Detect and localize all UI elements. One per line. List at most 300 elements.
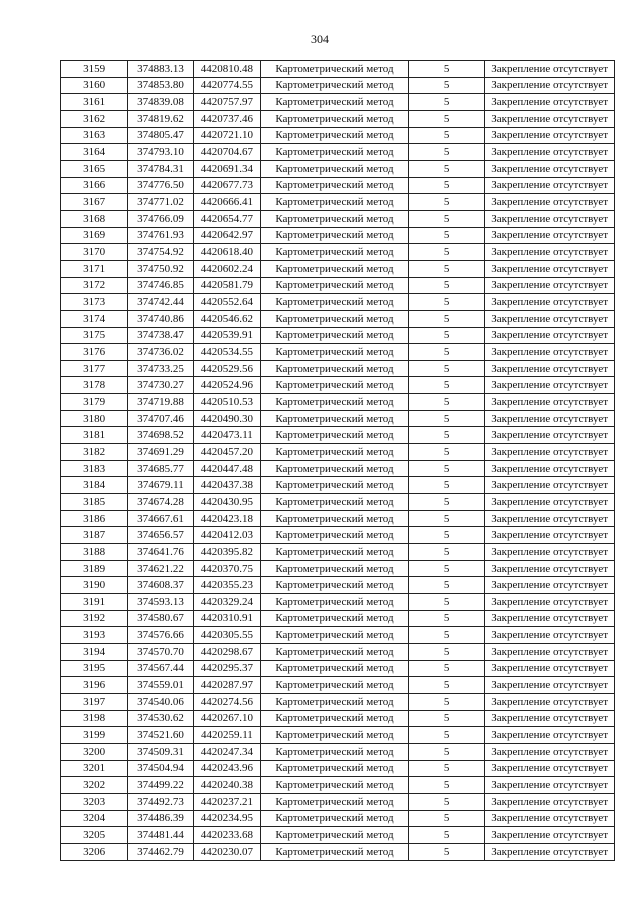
y-coordinate-cell: 4420534.55 (193, 344, 260, 361)
accuracy-cell: 5 (408, 160, 484, 177)
y-coordinate-cell: 4420642.97 (193, 227, 260, 244)
y-coordinate-cell: 4420243.96 (193, 760, 260, 777)
accuracy-cell: 5 (408, 660, 484, 677)
accuracy-cell: 5 (408, 444, 484, 461)
x-coordinate-cell: 374504.94 (128, 760, 193, 777)
y-coordinate-cell: 4420810.48 (193, 61, 260, 78)
accuracy-cell: 5 (408, 560, 484, 577)
method-cell: Картометрический метод (261, 743, 409, 760)
table-row (61, 127, 615, 144)
point-number-cell: 3163 (61, 127, 128, 144)
x-coordinate-cell: 374576.66 (128, 627, 193, 644)
x-coordinate-cell: 374746.85 (128, 277, 193, 294)
point-number-cell: 3159 (61, 61, 128, 78)
point-number-cell: 3200 (61, 743, 128, 760)
method-cell: Картометрический метод (261, 310, 409, 327)
x-coordinate-cell: 374656.57 (128, 527, 193, 544)
table-row (61, 527, 615, 544)
accuracy-cell: 5 (408, 427, 484, 444)
x-coordinate-cell: 374805.47 (128, 127, 193, 144)
y-coordinate-cell: 4420737.46 (193, 110, 260, 127)
y-coordinate-cell: 4420457.20 (193, 444, 260, 461)
point-number-cell: 3173 (61, 294, 128, 311)
table-row (61, 277, 615, 294)
method-cell: Картометрический метод (261, 260, 409, 277)
x-coordinate-cell: 374883.13 (128, 61, 193, 78)
y-coordinate-cell: 4420437.38 (193, 477, 260, 494)
method-cell: Картометрический метод (261, 710, 409, 727)
x-coordinate-cell: 374499.22 (128, 777, 193, 794)
point-number-cell: 3201 (61, 760, 128, 777)
y-coordinate-cell: 4420677.73 (193, 177, 260, 194)
method-cell: Картометрический метод (261, 144, 409, 161)
table-row (61, 577, 615, 594)
table-row (61, 843, 615, 860)
y-coordinate-cell: 4420259.11 (193, 727, 260, 744)
y-coordinate-cell: 4420704.67 (193, 144, 260, 161)
point-number-cell: 3194 (61, 643, 128, 660)
point-number-cell: 3177 (61, 360, 128, 377)
table-row (61, 677, 615, 694)
method-cell: Картометрический метод (261, 777, 409, 794)
point-number-cell: 3206 (61, 843, 128, 860)
point-number-cell: 3160 (61, 77, 128, 94)
fixing-description-cell: Закрепление отсутствует (485, 310, 615, 327)
fixing-description-cell: Закрепление отсутствует (485, 793, 615, 810)
x-coordinate-cell: 374481.44 (128, 827, 193, 844)
x-coordinate-cell: 374462.79 (128, 843, 193, 860)
method-cell: Картометрический метод (261, 277, 409, 294)
method-cell: Картометрический метод (261, 693, 409, 710)
fixing-description-cell: Закрепление отсутствует (485, 643, 615, 660)
method-cell: Картометрический метод (261, 327, 409, 344)
accuracy-cell: 5 (408, 793, 484, 810)
x-coordinate-cell: 374674.28 (128, 494, 193, 511)
accuracy-cell: 5 (408, 327, 484, 344)
y-coordinate-cell: 4420447.48 (193, 460, 260, 477)
point-number-cell: 3172 (61, 277, 128, 294)
point-number-cell: 3195 (61, 660, 128, 677)
x-coordinate-cell: 374698.52 (128, 427, 193, 444)
table-row (61, 727, 615, 744)
method-cell: Картометрический метод (261, 427, 409, 444)
fixing-description-cell: Закрепление отсутствует (485, 777, 615, 794)
table-row (61, 294, 615, 311)
y-coordinate-cell: 4420237.21 (193, 793, 260, 810)
table-row (61, 194, 615, 211)
x-coordinate-cell: 374540.06 (128, 693, 193, 710)
x-coordinate-cell: 374793.10 (128, 144, 193, 161)
method-cell: Картометрический метод (261, 244, 409, 261)
fixing-description-cell: Закрепление отсутствует (485, 544, 615, 561)
y-coordinate-cell: 4420234.95 (193, 810, 260, 827)
table-row (61, 244, 615, 261)
x-coordinate-cell: 374593.13 (128, 594, 193, 611)
method-cell: Картометрический метод (261, 194, 409, 211)
fixing-description-cell: Закрепление отсутствует (485, 610, 615, 627)
point-number-cell: 3189 (61, 560, 128, 577)
method-cell: Картометрический метод (261, 827, 409, 844)
accuracy-cell: 5 (408, 127, 484, 144)
method-cell: Картометрический метод (261, 177, 409, 194)
fixing-description-cell: Закрепление отсутствует (485, 627, 615, 644)
method-cell: Картометрический метод (261, 793, 409, 810)
accuracy-cell: 5 (408, 210, 484, 227)
accuracy-cell: 5 (408, 360, 484, 377)
accuracy-cell: 5 (408, 477, 484, 494)
accuracy-cell: 5 (408, 77, 484, 94)
point-number-cell: 3164 (61, 144, 128, 161)
fixing-description-cell: Закрепление отсутствует (485, 294, 615, 311)
x-coordinate-cell: 374738.47 (128, 327, 193, 344)
fixing-description-cell: Закрепление отсутствует (485, 427, 615, 444)
table-row (61, 743, 615, 760)
point-number-cell: 3187 (61, 527, 128, 544)
accuracy-cell: 5 (408, 244, 484, 261)
page-number: 304 (311, 32, 329, 46)
accuracy-cell: 5 (408, 494, 484, 511)
table-row (61, 777, 615, 794)
fixing-description-cell: Закрепление отсутствует (485, 344, 615, 361)
point-number-cell: 3188 (61, 544, 128, 561)
accuracy-cell: 5 (408, 310, 484, 327)
fixing-description-cell: Закрепление отсутствует (485, 560, 615, 577)
table-row (61, 394, 615, 411)
fixing-description-cell: Закрепление отсутствует (485, 677, 615, 694)
accuracy-cell: 5 (408, 643, 484, 660)
fixing-description-cell: Закрепление отсутствует (485, 843, 615, 860)
point-number-cell: 3178 (61, 377, 128, 394)
method-cell: Картометрический метод (261, 360, 409, 377)
fixing-description-cell: Закрепление отсутствует (485, 327, 615, 344)
accuracy-cell: 5 (408, 843, 484, 860)
x-coordinate-cell: 374740.86 (128, 310, 193, 327)
method-cell: Картометрический метод (261, 344, 409, 361)
y-coordinate-cell: 4420230.07 (193, 843, 260, 860)
method-cell: Картометрический метод (261, 160, 409, 177)
x-coordinate-cell: 374530.62 (128, 710, 193, 727)
fixing-description-cell: Закрепление отсутствует (485, 127, 615, 144)
fixing-description-cell: Закрепление отсутствует (485, 760, 615, 777)
point-number-cell: 3193 (61, 627, 128, 644)
accuracy-cell: 5 (408, 144, 484, 161)
fixing-description-cell: Закрепление отсутствует (485, 743, 615, 760)
point-number-cell: 3190 (61, 577, 128, 594)
point-number-cell: 3196 (61, 677, 128, 694)
method-cell: Картометрический метод (261, 210, 409, 227)
point-number-cell: 3199 (61, 727, 128, 744)
x-coordinate-cell: 374679.11 (128, 477, 193, 494)
x-coordinate-cell: 374509.31 (128, 743, 193, 760)
accuracy-cell: 5 (408, 610, 484, 627)
table-row (61, 660, 615, 677)
x-coordinate-cell: 374580.67 (128, 610, 193, 627)
table-row (61, 77, 615, 94)
y-coordinate-cell: 4420473.11 (193, 427, 260, 444)
point-number-cell: 3203 (61, 793, 128, 810)
point-number-cell: 3186 (61, 510, 128, 527)
table-row (61, 310, 615, 327)
accuracy-cell: 5 (408, 577, 484, 594)
accuracy-cell: 5 (408, 627, 484, 644)
accuracy-cell: 5 (408, 594, 484, 611)
method-cell: Картометрический метод (261, 127, 409, 144)
table-row (61, 760, 615, 777)
fixing-description-cell: Закрепление отсутствует (485, 810, 615, 827)
y-coordinate-cell: 4420581.79 (193, 277, 260, 294)
y-coordinate-cell: 4420721.10 (193, 127, 260, 144)
accuracy-cell: 5 (408, 510, 484, 527)
x-coordinate-cell: 374608.37 (128, 577, 193, 594)
fixing-description-cell: Закрепление отсутствует (485, 477, 615, 494)
fixing-description-cell: Закрепление отсутствует (485, 460, 615, 477)
accuracy-cell: 5 (408, 94, 484, 111)
method-cell: Картометрический метод (261, 527, 409, 544)
fixing-description-cell: Закрепление отсутствует (485, 510, 615, 527)
x-coordinate-cell: 374750.92 (128, 260, 193, 277)
table-row (61, 627, 615, 644)
table-row (61, 227, 615, 244)
fixing-description-cell: Закрепление отсутствует (485, 260, 615, 277)
x-coordinate-cell: 374486.39 (128, 810, 193, 827)
table-row (61, 160, 615, 177)
fixing-description-cell: Закрепление отсутствует (485, 61, 615, 78)
fixing-description-cell: Закрепление отсутствует (485, 244, 615, 261)
method-cell: Картометрический метод (261, 760, 409, 777)
method-cell: Картометрический метод (261, 610, 409, 627)
accuracy-cell: 5 (408, 777, 484, 794)
point-number-cell: 3170 (61, 244, 128, 261)
point-number-cell: 3202 (61, 777, 128, 794)
x-coordinate-cell: 374819.62 (128, 110, 193, 127)
accuracy-cell: 5 (408, 760, 484, 777)
x-coordinate-cell: 374771.02 (128, 194, 193, 211)
point-number-cell: 3161 (61, 94, 128, 111)
fixing-description-cell: Закрепление отсутствует (485, 527, 615, 544)
y-coordinate-cell: 4420774.55 (193, 77, 260, 94)
method-cell: Картометрический метод (261, 94, 409, 111)
y-coordinate-cell: 4420310.91 (193, 610, 260, 627)
fixing-description-cell: Закрепление отсутствует (485, 360, 615, 377)
x-coordinate-cell: 374766.09 (128, 210, 193, 227)
fixing-description-cell: Закрепление отсутствует (485, 594, 615, 611)
method-cell: Картометрический метод (261, 377, 409, 394)
method-cell: Картометрический метод (261, 677, 409, 694)
point-number-cell: 3175 (61, 327, 128, 344)
y-coordinate-cell: 4420287.97 (193, 677, 260, 694)
x-coordinate-cell: 374776.50 (128, 177, 193, 194)
point-number-cell: 3181 (61, 427, 128, 444)
fixing-description-cell: Закрепление отсутствует (485, 444, 615, 461)
table-row (61, 344, 615, 361)
x-coordinate-cell: 374492.73 (128, 793, 193, 810)
method-cell: Картометрический метод (261, 594, 409, 611)
x-coordinate-cell: 374784.31 (128, 160, 193, 177)
point-number-cell: 3165 (61, 160, 128, 177)
fixing-description-cell: Закрепление отсутствует (485, 710, 615, 727)
fixing-description-cell: Закрепление отсутствует (485, 160, 615, 177)
point-number-cell: 3204 (61, 810, 128, 827)
fixing-description-cell: Закрепление отсутствует (485, 693, 615, 710)
accuracy-cell: 5 (408, 194, 484, 211)
x-coordinate-cell: 374742.44 (128, 294, 193, 311)
y-coordinate-cell: 4420602.24 (193, 260, 260, 277)
x-coordinate-cell: 374736.02 (128, 344, 193, 361)
method-cell: Картометрический метод (261, 444, 409, 461)
table-row (61, 560, 615, 577)
accuracy-cell: 5 (408, 827, 484, 844)
accuracy-cell: 5 (408, 527, 484, 544)
y-coordinate-cell: 4420490.30 (193, 410, 260, 427)
point-number-cell: 3169 (61, 227, 128, 244)
table-row (61, 410, 615, 427)
method-cell: Картометрический метод (261, 227, 409, 244)
point-number-cell: 3162 (61, 110, 128, 127)
fixing-description-cell: Закрепление отсутствует (485, 227, 615, 244)
y-coordinate-cell: 4420305.55 (193, 627, 260, 644)
accuracy-cell: 5 (408, 810, 484, 827)
method-cell: Картометрический метод (261, 294, 409, 311)
coordinates-table-body (61, 61, 615, 861)
table-row (61, 793, 615, 810)
fixing-description-cell: Закрепление отсутствует (485, 210, 615, 227)
x-coordinate-cell: 374839.08 (128, 94, 193, 111)
y-coordinate-cell: 4420430.95 (193, 494, 260, 511)
point-number-cell: 3174 (61, 310, 128, 327)
x-coordinate-cell: 374733.25 (128, 360, 193, 377)
table-row (61, 210, 615, 227)
y-coordinate-cell: 4420510.53 (193, 394, 260, 411)
point-number-cell: 3182 (61, 444, 128, 461)
table-row (61, 327, 615, 344)
table-row (61, 544, 615, 561)
table-row (61, 110, 615, 127)
table-row (61, 460, 615, 477)
accuracy-cell: 5 (408, 377, 484, 394)
y-coordinate-cell: 4420654.77 (193, 210, 260, 227)
point-number-cell: 3197 (61, 693, 128, 710)
table-row (61, 94, 615, 111)
table-row (61, 427, 615, 444)
fixing-description-cell: Закрепление отсутствует (485, 110, 615, 127)
method-cell: Картометрический метод (261, 627, 409, 644)
fixing-description-cell: Закрепление отсутствует (485, 77, 615, 94)
fixing-description-cell: Закрепление отсутствует (485, 177, 615, 194)
y-coordinate-cell: 4420539.91 (193, 327, 260, 344)
table-row (61, 260, 615, 277)
y-coordinate-cell: 4420618.40 (193, 244, 260, 261)
x-coordinate-cell: 374567.44 (128, 660, 193, 677)
x-coordinate-cell: 374521.60 (128, 727, 193, 744)
fixing-description-cell: Закрепление отсутствует (485, 144, 615, 161)
fixing-description-cell: Закрепление отсутствует (485, 277, 615, 294)
table-row (61, 510, 615, 527)
point-number-cell: 3176 (61, 344, 128, 361)
x-coordinate-cell: 374570.70 (128, 643, 193, 660)
method-cell: Картометрический метод (261, 544, 409, 561)
method-cell: Картометрический метод (261, 460, 409, 477)
fixing-description-cell: Закрепление отсутствует (485, 494, 615, 511)
fixing-description-cell: Закрепление отсутствует (485, 394, 615, 411)
x-coordinate-cell: 374853.80 (128, 77, 193, 94)
x-coordinate-cell: 374685.77 (128, 460, 193, 477)
y-coordinate-cell: 4420370.75 (193, 560, 260, 577)
y-coordinate-cell: 4420757.97 (193, 94, 260, 111)
point-number-cell: 3191 (61, 594, 128, 611)
table-row (61, 643, 615, 660)
point-number-cell: 3167 (61, 194, 128, 211)
x-coordinate-cell: 374667.61 (128, 510, 193, 527)
accuracy-cell: 5 (408, 61, 484, 78)
x-coordinate-cell: 374730.27 (128, 377, 193, 394)
table-row (61, 360, 615, 377)
y-coordinate-cell: 4420295.37 (193, 660, 260, 677)
accuracy-cell: 5 (408, 693, 484, 710)
y-coordinate-cell: 4420666.41 (193, 194, 260, 211)
point-number-cell: 3168 (61, 210, 128, 227)
accuracy-cell: 5 (408, 410, 484, 427)
point-number-cell: 3183 (61, 460, 128, 477)
y-coordinate-cell: 4420240.38 (193, 777, 260, 794)
x-coordinate-cell: 374641.76 (128, 544, 193, 561)
accuracy-cell: 5 (408, 110, 484, 127)
accuracy-cell: 5 (408, 743, 484, 760)
table-row (61, 827, 615, 844)
point-number-cell: 3205 (61, 827, 128, 844)
table-row (61, 377, 615, 394)
fixing-description-cell: Закрепление отсутствует (485, 727, 615, 744)
method-cell: Картометрический метод (261, 727, 409, 744)
fixing-description-cell: Закрепление отсутствует (485, 377, 615, 394)
point-number-cell: 3198 (61, 710, 128, 727)
y-coordinate-cell: 4420247.34 (193, 743, 260, 760)
y-coordinate-cell: 4420395.82 (193, 544, 260, 561)
table-row (61, 693, 615, 710)
method-cell: Картометрический метод (261, 643, 409, 660)
x-coordinate-cell: 374754.92 (128, 244, 193, 261)
table-row (61, 594, 615, 611)
y-coordinate-cell: 4420552.64 (193, 294, 260, 311)
x-coordinate-cell: 374621.22 (128, 560, 193, 577)
y-coordinate-cell: 4420233.68 (193, 827, 260, 844)
accuracy-cell: 5 (408, 177, 484, 194)
method-cell: Картометрический метод (261, 843, 409, 860)
fixing-description-cell: Закрепление отсутствует (485, 660, 615, 677)
fixing-description-cell: Закрепление отсутствует (485, 827, 615, 844)
accuracy-cell: 5 (408, 277, 484, 294)
method-cell: Картометрический метод (261, 410, 409, 427)
table-row (61, 477, 615, 494)
y-coordinate-cell: 4420524.96 (193, 377, 260, 394)
y-coordinate-cell: 4420423.18 (193, 510, 260, 527)
point-number-cell: 3166 (61, 177, 128, 194)
accuracy-cell: 5 (408, 344, 484, 361)
point-number-cell: 3180 (61, 410, 128, 427)
method-cell: Картометрический метод (261, 510, 409, 527)
method-cell: Картометрический метод (261, 494, 409, 511)
method-cell: Картометрический метод (261, 61, 409, 78)
table-row (61, 610, 615, 627)
table-row (61, 710, 615, 727)
point-number-cell: 3171 (61, 260, 128, 277)
y-coordinate-cell: 4420298.67 (193, 643, 260, 660)
y-coordinate-cell: 4420329.24 (193, 594, 260, 611)
method-cell: Картометрический метод (261, 77, 409, 94)
method-cell: Картометрический метод (261, 810, 409, 827)
y-coordinate-cell: 4420274.56 (193, 693, 260, 710)
fixing-description-cell: Закрепление отсутствует (485, 577, 615, 594)
table-row (61, 810, 615, 827)
